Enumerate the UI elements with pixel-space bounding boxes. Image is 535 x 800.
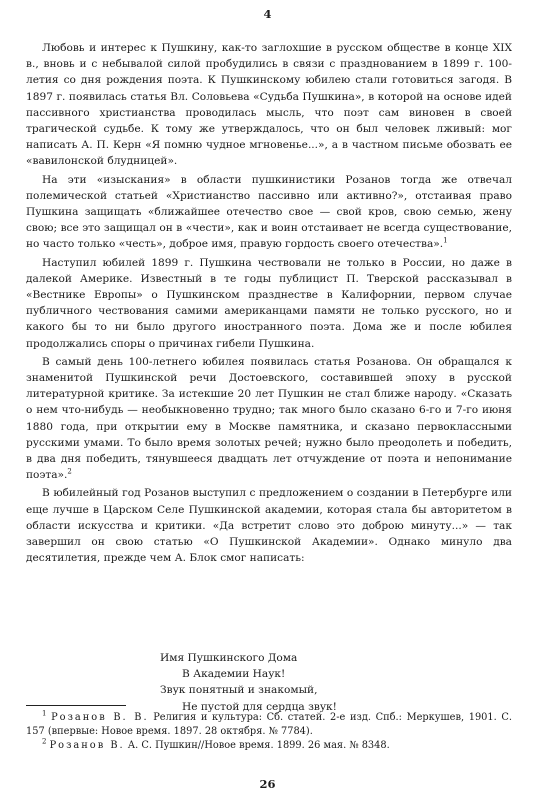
footnote-divider [26,705,126,706]
footnote-2 [26,739,512,753]
footnote-ref-2[interactable]: 2 [67,467,72,476]
paragraph-5 [26,485,512,566]
poem-line: Не пустой для сердца звук! [182,700,337,713]
paragraph-4: В самый день 100-летнего юбилея появилась статья Розанова. Он обращался к знаменитой Пушкинской речи Достоевского, составившей эпоху в русской литературной критике. За истекшие 20 лет Пушкин не стал ближе народу. «Сказать о нем что-нибудь — необыкновенно трудно; так много было сказано 6-го и 7-го июня 1880 года, при открытии ему в Москве памятника, и сказано первоклассными русскими умами. То было время золотых речей; нужно было преодолеть и победить, в два дня победить, тянувшееся двадцать лет отчуждение от поэта и непонимание поэта».$^2$ [26,355,512,482]
footnote-text: Религия и культура: Сб. статей. 2-е изд. Спб.: Меркушев, 1901. С. 157 (впервые: Новое время. 1897. 28 октября. № 7784). [26,712,512,737]
poem-line: Звук понятный и знакомый, [160,684,318,697]
footnote-number: 1 [42,709,47,718]
footnote-ref-1[interactable]: 1 [443,236,448,245]
footnotes [26,711,512,753]
running-page-number: 4 [263,7,272,21]
paragraph-2: На эти «изыскания» в области пушкинистики Розанов тогда же отвечал полемической статьей «Христианство пассивно или активно?», отстаивая право Пушкина защищать «ближайшее отечество свое — свой кров, свою семью, жену свою; все это защищал он в «чести», как и воин отстаивает не всегда существование, но часто только «честь», доброе имя, правую гордость своего отечества».$^1$ [26,173,512,251]
page-number: 26 [259,777,276,791]
poem-line: В Академии Наук! [182,668,286,681]
footnote-author: Розанов В. [49,740,125,751]
poem-line: Имя Пушкинского Дома [160,652,298,664]
paragraph-2-text: На эти «изыскания» в области пушкинистики Розанов тогда же отвечал полемической статьей «Христианство пассивно или активно?», отстаивая право Пушкина защищать «ближайшее отечество свое — свой кров, свою семью, жену свою; все это защищал он в «чести», как и воин отстаивает не всегда существование, но часто только «честь», доброе имя, правую гордость своего отечества» [26,173,512,251]
body-text [26,40,512,569]
footnote-text: А. С. Пушкин//Новое время. 1899. 26 мая. № 8348. [124,740,390,751]
paragraph-4-text: В самый день 100-летнего юбилея появилась статья Розанова. Он обращался к знаменитой Пушкинской речи Достоевского, составившей эпоху в русской литературной критике. За истекшие 20 лет Пушкин не стал ближе народу. «Сказать о нем что-нибудь — необыкновенно трудно; так много было сказано 6-го и 7-го июня 1880 года, при открытии ему в Москве памятника, и сказано первоклассными русскими умами. То было время золотых речей; нужно было преодолеть и победить, в два дня победить, тянувшееся двадцать лет отчуждение от поэта и непонимание поэта» [26,355,512,482]
poem-quote [160,650,337,715]
paragraph-3 [26,255,512,352]
footnote-number: 2 [42,737,47,746]
paragraph-3-text: Наступил юбилей 1899 г. Пушкина чествовали не только в России, но даже в далекой Америке. Известный в те годы публицист П. Тверской рассказывал в «Вестнике Европы» о Пушкинском празднестве в Калифорнии, первом случае публичного чествования самими американцами памяти не только русского, но и какого бы то ни было другого иностранного поэта. Дома же и после юбилея продолжались споры о причинах гибели Пушкина. [26,256,512,350]
footnote-author: Розанов В. В. [51,712,149,723]
paragraph-5-text: В юбилейный год Розанов выступил с предложением о создании в Петербурге или еще лучше в Царском Селе Пушкинской академии, которая стала бы авторитетом в области искусства и критики. «Да встретит слово это доброю минуту...» — так завершил он свою статью «О Пушкинской Академии». Однако минуло два десятилетия, прежде чем А. Блок смог написать: [26,487,512,565]
footnote-1 [26,711,512,739]
paragraph-1 [26,40,512,170]
paragraph-1-text: Любовь и интерес к Пушкину, как-то заглохшие в русском обществе в конце XIX в., вновь и с небывалой силой пробудились в связи с празднованием в 1899 г. 100-летия со дня рождения поэта. К Пушкинскому юбилею стали готовиться загодя. В 1897 г. появилась статья Вл. Соловьева «Судьба Пушкина», в которой на основе идей пассивного христианства проводилась мысль, что поэт сам виновен в своей трагической судьбе. К тому же утверждалось, что он был человек лживый: мог написать А. П. Керн «Я помню чудное мгновенье...», а в частном письме обозвать ее «вавилонской блудницей». [26,42,512,168]
